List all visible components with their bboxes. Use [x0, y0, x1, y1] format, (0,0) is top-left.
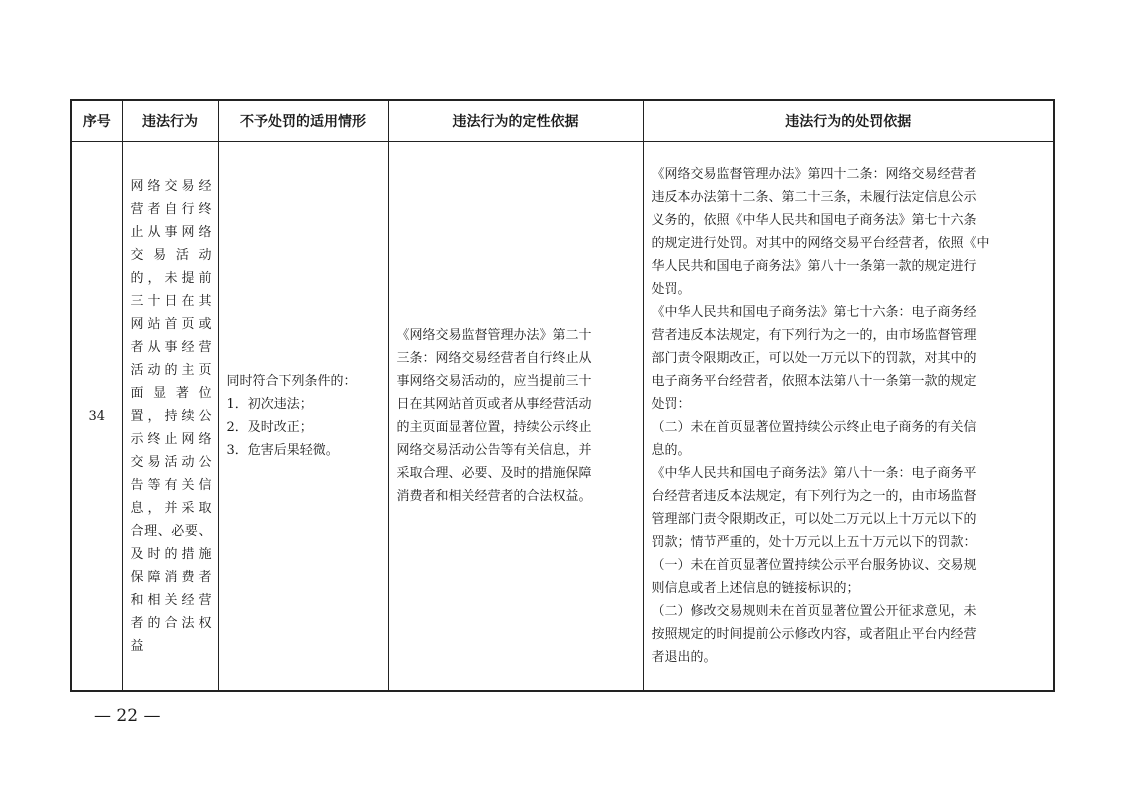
penalty-line: 《中华人民共和国电子商务法》第八十一条：电子商务平	[651, 466, 977, 481]
regulation-table	[70, 99, 1055, 692]
condition-line: 同时符合下列条件的：	[226, 374, 357, 389]
act-line: 保障消费者	[130, 569, 212, 585]
act-line: 置，持续公	[130, 408, 212, 424]
cell-qualification-basis	[388, 142, 643, 692]
act-line: 的，未提前	[130, 270, 212, 286]
penalty-line: 华人民共和国电子商务法》第八十一条第一款的规定进行	[651, 259, 977, 274]
act-line: 营者自行终	[130, 201, 212, 217]
penalty-line: 者退出的。	[651, 650, 717, 665]
page-number: — 22 —	[94, 706, 161, 726]
act-line: 三十日在其	[130, 293, 212, 309]
act-line: 网站首页或	[130, 316, 212, 332]
penalty-line: （一）未在首页显著位置持续公示平台服务协议、交易规	[651, 558, 977, 573]
penalty-line: （二）未在首页显著位置持续公示终止电子商务的有关信	[651, 420, 977, 435]
act-line: 止从事网络	[130, 224, 212, 240]
cell-illegal-act	[122, 142, 218, 692]
table-row	[71, 142, 1054, 692]
act-line: 交易活动	[130, 247, 212, 263]
penalty-line: 息的。	[651, 443, 691, 458]
basis-line: 事网络交易活动的，应当提前三十	[396, 374, 592, 389]
condition-line: 3．危害后果轻微。	[226, 443, 339, 458]
table-header-row	[71, 100, 1054, 142]
penalty-line: 营者违反本法规定，有下列行为之一的，由市场监督管理	[651, 328, 977, 343]
penalty-line: 罚款；情节严重的，处十万元以上五十万元以下的罚款：	[651, 535, 977, 550]
basis-line: 《网络交易监督管理办法》第二十	[396, 328, 592, 343]
act-line: 告等有关信	[130, 477, 212, 493]
basis-line: 日在其网站首页或者从事经营活动	[396, 397, 592, 412]
header-seq: 序号	[71, 100, 122, 142]
act-line: 面显著位	[130, 385, 212, 401]
act-line: 网络交易经	[130, 178, 212, 194]
penalty-line: 《中华人民共和国电子商务法》第七十六条：电子商务经	[651, 305, 977, 320]
act-line: 和相关经营	[130, 592, 212, 608]
act-line: 者的合法权	[130, 615, 212, 631]
act-line: 交易活动公	[130, 454, 212, 470]
act-line: 息，并采取	[130, 500, 212, 516]
penalty-line: 按照规定的时间提前公示修改内容，或者阻止平台内经营	[651, 627, 977, 642]
condition-line: 2．及时改正；	[226, 420, 313, 435]
act-line: 活动的主页	[130, 362, 212, 378]
header-exemption-conditions: 不予处罚的适用情形	[218, 100, 388, 142]
penalty-line: 处罚：	[651, 397, 691, 412]
penalty-line: 处罚。	[651, 282, 691, 297]
penalty-line: 电子商务平台经营者，依照本法第八十一条第一款的规定	[651, 374, 977, 389]
penalty-line: 义务的，依照《中华人民共和国电子商务法》第七十六条	[651, 213, 977, 228]
penalty-line: 管理部门责令限期改正，可以处二万元以上十万元以下的	[651, 512, 977, 527]
cell-exemption-conditions	[218, 142, 388, 692]
header-illegal-act: 违法行为	[122, 100, 218, 142]
penalty-line: 部门责令限期改正，可以处一万元以下的罚款，对其中的	[651, 351, 977, 366]
basis-line: 采取合理、必要、及时的措施保障	[396, 466, 592, 481]
header-qualification-basis: 违法行为的定性依据	[388, 100, 643, 142]
penalty-line: 台经营者违反本法规定，有下列行为之一的，由市场监督	[651, 489, 977, 504]
header-penalty-basis: 违法行为的处罚依据	[643, 100, 1054, 142]
basis-line: 消费者和相关经营者的合法权益。	[396, 489, 592, 504]
penalty-line: 则信息或者上述信息的链接标识的；	[651, 581, 860, 596]
condition-line: 1．初次违法；	[226, 397, 313, 412]
penalty-line: 的规定进行处罚。对其中的网络交易平台经营者，依照《中	[651, 236, 990, 251]
penalty-line: （二）修改交易规则未在首页显著位置公开征求意见，未	[651, 604, 977, 619]
act-line: 者从事经营	[130, 339, 212, 355]
penalty-line: 《网络交易监督管理办法》第四十二条：网络交易经营者	[651, 167, 977, 182]
act-line: 益	[130, 638, 144, 654]
cell-seq: 34	[71, 142, 122, 692]
basis-line: 网络交易活动公告等有关信息，并	[396, 443, 592, 458]
act-line: 合理、必要、	[130, 523, 212, 539]
basis-line: 的主页面显著位置，持续公示终止	[396, 420, 592, 435]
cell-penalty-basis	[643, 142, 1054, 692]
penalty-line: 违反本办法第十二条、第二十三条，未履行法定信息公示	[651, 190, 977, 205]
act-line: 示终止网络	[130, 431, 212, 447]
act-line: 及时的措施	[130, 546, 212, 562]
basis-line: 三条：网络交易经营者自行终止从	[396, 351, 592, 366]
